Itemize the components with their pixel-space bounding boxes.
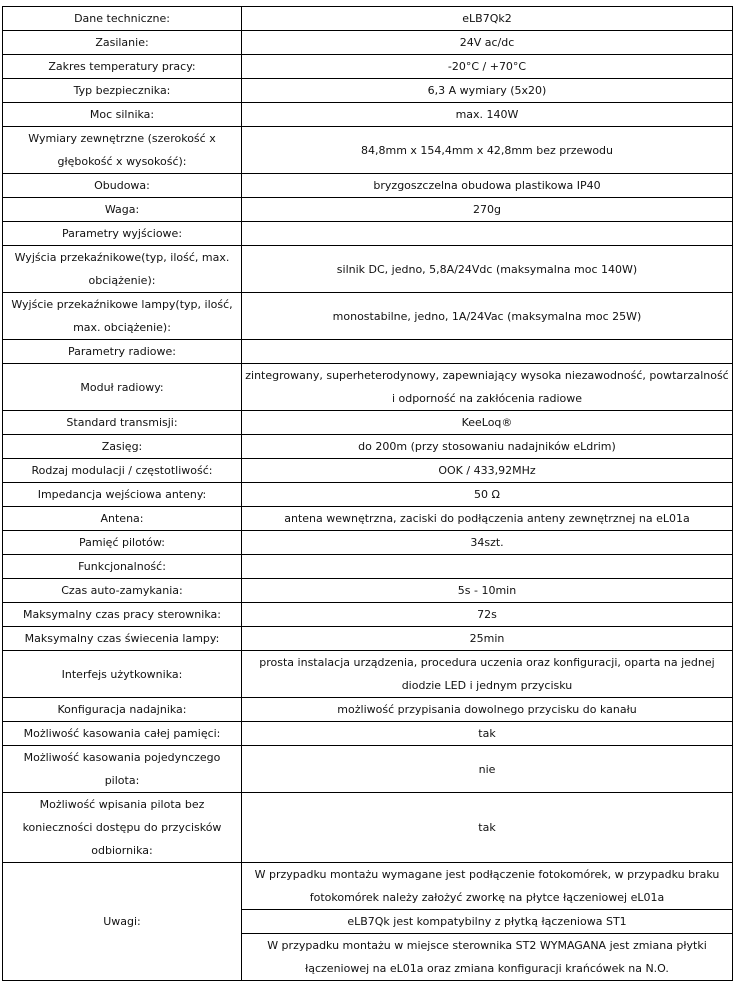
- table-row: [3, 198, 733, 222]
- row-value: 6,3 A wymiary (5x20): [242, 79, 733, 103]
- uwagi-note: W przypadku montażu w miejsce sterownika ST2 WYMAGANA jest zmiana płytki łączeniowej na eL01a oraz zmiana konfiguracji krańcówek na N.O.: [242, 934, 733, 981]
- row-value: 84,8mm x 154,4mm x 42,8mm bez przewodu: [242, 127, 733, 174]
- row-label: Obudowa:: [3, 174, 242, 198]
- table-row: [3, 793, 733, 863]
- row-value: 5s - 10min: [242, 579, 733, 603]
- table-row: [3, 364, 733, 411]
- uwagi-note: eLB7Qk jest kompatybilny z płytką łączeniowa ST1: [242, 910, 733, 934]
- row-value: max. 140W: [242, 103, 733, 127]
- row-label: Dane techniczne:: [3, 7, 242, 31]
- row-label: Wymiary zewnętrzne (szerokość x głębokość x wysokość):: [3, 127, 242, 174]
- row-value: [242, 222, 733, 246]
- row-value: nie: [242, 746, 733, 793]
- row-label: Wyjście przekaźnikowe lampy(typ, ilość, max. obciążenie):: [3, 293, 242, 340]
- row-label: Zasięg:: [3, 435, 242, 459]
- row-value: bryzgoszczelna obudowa plastikowa IP40: [242, 174, 733, 198]
- row-label: Interfejs użytkownika:: [3, 651, 242, 698]
- table-row: [3, 722, 733, 746]
- row-label: Waga:: [3, 198, 242, 222]
- row-value: antena wewnętrzna, zaciski do podłączenia anteny zewnętrznej na eL01a: [242, 507, 733, 531]
- row-value: możliwość przypisania dowolnego przycisku do kanału: [242, 698, 733, 722]
- row-value: 24V ac/dc: [242, 31, 733, 55]
- row-label: Rodzaj modulacji / częstotliwość:: [3, 459, 242, 483]
- table-row: [3, 127, 733, 174]
- row-value: [242, 555, 733, 579]
- table-row: [3, 246, 733, 293]
- row-value: tak: [242, 793, 733, 863]
- row-value: 50 Ω: [242, 483, 733, 507]
- row-label: Konfiguracja nadajnika:: [3, 698, 242, 722]
- row-label: Pamięć pilotów:: [3, 531, 242, 555]
- table-row: [3, 531, 733, 555]
- row-label: Moduł radiowy:: [3, 364, 242, 411]
- table-row: [3, 746, 733, 793]
- row-value: KeeLoq®: [242, 411, 733, 435]
- uwagi-row: [3, 863, 733, 910]
- table-row: [3, 698, 733, 722]
- row-label: Impedancja wejściowa anteny:: [3, 483, 242, 507]
- spec-table: [2, 6, 733, 981]
- row-value: 270g: [242, 198, 733, 222]
- table-row: [3, 222, 733, 246]
- row-value: [242, 340, 733, 364]
- row-value: 72s: [242, 603, 733, 627]
- table-row: [3, 340, 733, 364]
- table-row: [3, 603, 733, 627]
- row-label: Funkcjonalność:: [3, 555, 242, 579]
- uwagi-note: W przypadku montażu wymagane jest podłączenie fotokomórek, w przypadku braku fotokomórek należy założyć zworkę na płytce łączeniowej eL01a: [242, 863, 733, 910]
- table-row: [3, 627, 733, 651]
- row-label: Moc silnika:: [3, 103, 242, 127]
- table-row: [3, 555, 733, 579]
- table-row: [3, 507, 733, 531]
- table-row: [3, 651, 733, 698]
- row-label: Wyjścia przekaźnikowe(typ, ilość, max. obciążenie):: [3, 246, 242, 293]
- row-label: Antena:: [3, 507, 242, 531]
- row-value: do 200m (przy stosowaniu nadajników eLdrim): [242, 435, 733, 459]
- uwagi-label: Uwagi:: [3, 863, 242, 981]
- row-label: Parametry radiowe:: [3, 340, 242, 364]
- row-label: Czas auto-zamykania:: [3, 579, 242, 603]
- row-label: Typ bezpiecznika:: [3, 79, 242, 103]
- row-label: Zasilanie:: [3, 31, 242, 55]
- row-value: monostabilne, jedno, 1A/24Vac (maksymalna moc 25W): [242, 293, 733, 340]
- row-label: Zakres temperatury pracy:: [3, 55, 242, 79]
- table-row: [3, 411, 733, 435]
- row-label: Maksymalny czas świecenia lampy:: [3, 627, 242, 651]
- row-value: 34szt.: [242, 531, 733, 555]
- row-label: Maksymalny czas pracy sterownika:: [3, 603, 242, 627]
- row-value: zintegrowany, superheterodynowy, zapewniający wysoka niezawodność, powtarzalność i odporność na zakłócenia radiowe: [242, 364, 733, 411]
- row-value: 25min: [242, 627, 733, 651]
- row-value: tak: [242, 722, 733, 746]
- row-value: silnik DC, jedno, 5,8A/24Vdc (maksymalna moc 140W): [242, 246, 733, 293]
- table-row: [3, 55, 733, 79]
- row-label: Możliwość kasowania pojedynczego pilota:: [3, 746, 242, 793]
- row-value: prosta instalacja urządzenia, procedura uczenia oraz konfiguracji, oparta na jednej diodzie LED i jednym przycisku: [242, 651, 733, 698]
- row-label: Możliwość wpisania pilota bez konieczności dostępu do przycisków odbiornika:: [3, 793, 242, 863]
- table-row: [3, 483, 733, 507]
- table-row: [3, 79, 733, 103]
- table-row: [3, 459, 733, 483]
- table-row: [3, 293, 733, 340]
- table-row: [3, 7, 733, 31]
- row-label: Parametry wyjściowe:: [3, 222, 242, 246]
- table-row: [3, 103, 733, 127]
- row-label: Standard transmisji:: [3, 411, 242, 435]
- row-value: -20°C / +70°C: [242, 55, 733, 79]
- table-row: [3, 579, 733, 603]
- table-row: [3, 174, 733, 198]
- row-label: Możliwość kasowania całej pamięci:: [3, 722, 242, 746]
- table-row: [3, 31, 733, 55]
- row-value: OOK / 433,92MHz: [242, 459, 733, 483]
- table-row: [3, 435, 733, 459]
- row-value: eLB7Qk2: [242, 7, 733, 31]
